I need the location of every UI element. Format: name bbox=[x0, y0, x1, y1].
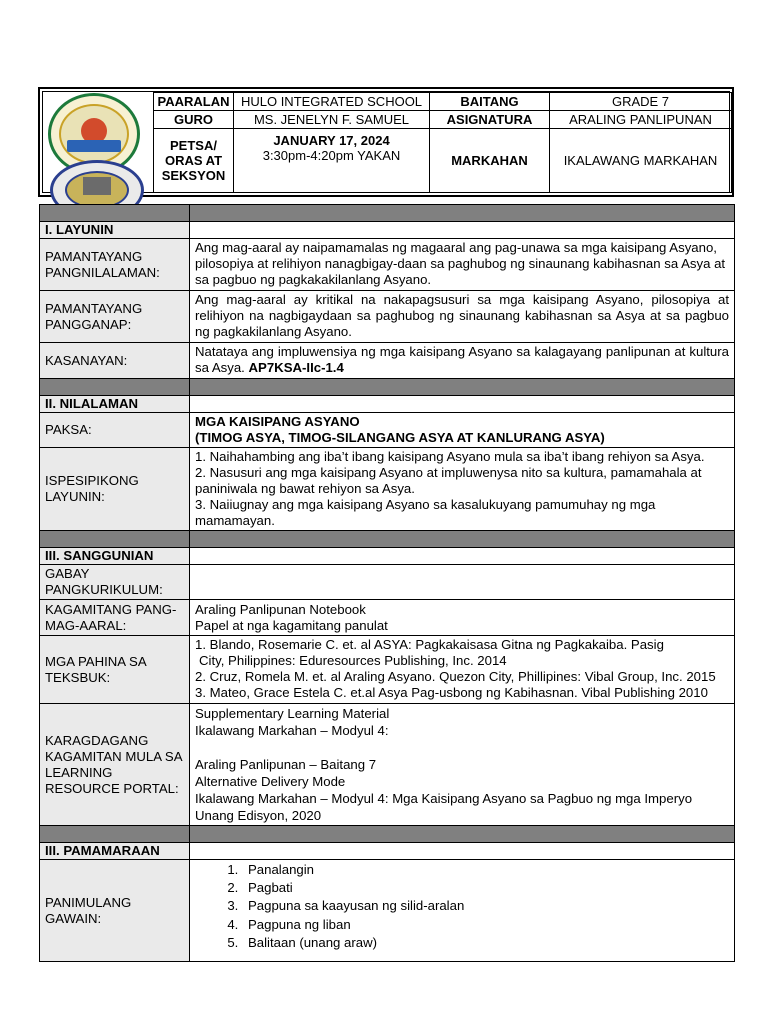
section-title-sanggunian: III. SANGGUNIAN bbox=[40, 548, 190, 565]
section-row-layunin bbox=[40, 222, 735, 239]
section-title-nilalaman: II. NILALAMAN bbox=[40, 396, 190, 413]
pahina-cell bbox=[190, 636, 735, 704]
list-item: 4. Pagpuna ng liban bbox=[242, 916, 729, 934]
label-pahina: MGA PAHINA SA TEKSBUK: bbox=[40, 636, 190, 704]
kagamitan-item: Araling Panlipunan Notebook bbox=[195, 601, 366, 617]
list-item: 3. Pagpuna sa kaayusan ng silid-aralan bbox=[242, 897, 729, 915]
baitang-value: GRADE 7 bbox=[550, 93, 732, 111]
label-karagdagan: KARAGDAGANG KAGAMITAN MULA SA LEARNING RESOURCE PORTAL: bbox=[40, 704, 190, 826]
paksa-cell bbox=[190, 413, 735, 448]
row-kagamitang-pang-mag-aaral bbox=[40, 600, 735, 636]
baitang-label: BAITANG bbox=[430, 93, 550, 111]
section-row-nilalaman bbox=[40, 396, 735, 413]
section-row-pamamaraan bbox=[40, 843, 735, 860]
pahina-item: 3. Mateo, Grace Estela C. et.al Asya Pag-usbong ng Kabihasnan. Vibal Publishing 2010 bbox=[195, 685, 708, 700]
panimula-list bbox=[195, 861, 729, 952]
ispesipiko-item: 1. Naihahambing ang iba’t ibang kaisipang Asyano mula sa iba’t ibang rehiyon sa Asya. bbox=[195, 449, 705, 464]
karagdagan-item: Ikalawang Markahan – Modyul 4: Mga Kaisipang Asyano sa Pagbuo ng mga Imperyo bbox=[195, 791, 693, 806]
section-title-layunin: I. LAYUNIN bbox=[40, 222, 190, 239]
karagdagan-item: Araling Panlipunan – Baitang 7 bbox=[195, 757, 377, 772]
karagdagan-cell bbox=[190, 704, 735, 826]
label-paksa: PAKSA: bbox=[40, 413, 190, 448]
label-pangganap: PAMANTAYANG PANGGANAP: bbox=[40, 291, 190, 343]
label-panimula: PANIMULANG GAWAIN: bbox=[40, 860, 190, 962]
row-paksa bbox=[40, 413, 735, 448]
guro-label: GURO bbox=[154, 111, 234, 129]
row-mga-pahina-sa-teksbuk bbox=[40, 636, 735, 704]
petsa-date: JANUARY 17, 2024 bbox=[273, 133, 390, 148]
gabay-cell bbox=[190, 565, 735, 600]
pangganap-text: Ang mag-aaral ay kritikal na nakapagsusuri sa mga kaisipang Asyano, pilosopiya at relihiyon na nagbigaydaan sa paghubog ng sinaunang kabihasnan sa Asya at sa pagbuo ng pagkakilanlang Asyano. bbox=[190, 291, 735, 343]
ispesipiko-cell bbox=[190, 448, 735, 531]
row-panimulang-gawain bbox=[40, 860, 735, 962]
section-title-pamamaraan: III. PAMAMARAAN bbox=[40, 843, 190, 860]
section-row-sanggunian bbox=[40, 548, 735, 565]
markahan-value: IKALAWANG MARKAHAN bbox=[550, 129, 732, 193]
petsa-time: 3:30pm-4:20pm YAKAN bbox=[262, 148, 401, 163]
kagamitan-cell bbox=[190, 600, 735, 636]
markahan-label: MARKAHAN bbox=[430, 129, 550, 193]
paksa-subtitle: (TIMOG ASYA, TIMOG-SILANGANG ASYA AT KANLURANG ASYA) bbox=[195, 430, 605, 445]
kagamitan-item: Papel at nga kagamitang panulat bbox=[195, 617, 388, 633]
ispesipiko-item: 2. Nasusuri ang mga kaisipang Asyano at impluwenysa nito sa kultura, pamamahala at paniniwala ng bawat rehiyon sa Asya. bbox=[195, 465, 702, 496]
pahina-item: City, Philippines: Eduresources Publishing, Inc. 2014 bbox=[199, 653, 507, 668]
pahina-item: 1. Blando, Rosemarie C. et. al ASYA: Pagkakaisasa Gitna ng Pagkakaiba. Pasig bbox=[195, 637, 664, 652]
row-karagdagang-kagamitan bbox=[40, 704, 735, 826]
label-pangnilalaman: PAMANTAYANG PANGNILALAMAN: bbox=[40, 239, 190, 291]
petsa-label: PETSA/ ORAS AT SEKSYON bbox=[154, 129, 234, 193]
list-item: 2. Pagbati bbox=[242, 879, 729, 897]
paaralan-label: PAARALAN bbox=[154, 93, 234, 111]
ispesipiko-item: 3. Naiiugnay ang mga kaisipang Asyano sa kasalukuyang pamumuhay ng mga mamamayan. bbox=[195, 497, 656, 528]
shade-row bbox=[40, 531, 735, 548]
shade-row bbox=[40, 826, 735, 843]
list-item: 5. Balitaan (unang araw) bbox=[242, 934, 729, 952]
shade-row bbox=[40, 379, 735, 396]
asignatura-label: ASIGNATURA bbox=[430, 111, 550, 129]
kasanayan-code: AP7KSA-IIc-1.4 bbox=[248, 360, 344, 375]
kasanayan-cell bbox=[190, 343, 735, 379]
karagdagan-item: Alternative Delivery Mode bbox=[195, 774, 346, 789]
petsa-value bbox=[234, 129, 430, 193]
row-pamantayang-pangnilalaman bbox=[40, 239, 735, 291]
karagdagan-item: Supplementary Learning Material bbox=[195, 706, 390, 721]
label-gabay: GABAY PANGKURIKULUM: bbox=[40, 565, 190, 600]
paaralan-value: HULO INTEGRATED SCHOOL bbox=[234, 93, 430, 111]
asignatura-value: ARALING PANLIPUNAN bbox=[550, 111, 732, 129]
pahina-item: 2. Cruz, Romela M. et. al Araling Asyano. Quezon City, Phillipines: Vibal Group, Inc. 2015 bbox=[195, 669, 716, 684]
row-ispesipikong-layunin bbox=[40, 448, 735, 531]
label-kasanayan: KASANAYAN: bbox=[40, 343, 190, 379]
shade-row bbox=[40, 205, 735, 222]
panimula-cell bbox=[190, 860, 735, 962]
lesson-plan-table bbox=[39, 204, 735, 962]
paksa-title: MGA KAISIPANG ASYANO bbox=[195, 414, 360, 429]
karagdagan-item: Unang Edisyon, 2020 bbox=[195, 808, 322, 823]
guro-value: MS. JENELYN F. SAMUEL bbox=[234, 111, 430, 129]
row-kasanayan bbox=[40, 343, 735, 379]
kasanayan-text: Natataya ang impluwensiya ng mga kaisipang Asyano sa kalagayang panlipunan at kultura sa Asya. bbox=[195, 344, 729, 375]
header-info-table bbox=[153, 92, 732, 193]
row-gabay-pangkurikulum bbox=[40, 565, 735, 600]
label-ispesipiko: ISPESIPIKONG LAYUNIN: bbox=[40, 448, 190, 531]
pangnilalaman-text: Ang mag-aaral ay naipamamalas ng magaaral ang pag-unawa sa mga kaisipang Asyano, pilosopiya at relihiyon nanagbigay-daan sa paghubog ng sinaunang kabihasnan sa Asya at sa pagbuo ng pagkakakilanlang Asyano. bbox=[190, 239, 735, 291]
label-kagamitan: KAGAMITANG PANG- MAG-AARAL: bbox=[40, 600, 190, 636]
karagdagan-item: Ikalawang Markahan – Modyul 4: bbox=[195, 723, 389, 738]
list-item: 1. Panalangin bbox=[242, 861, 729, 879]
row-pamantayang-pangganap bbox=[40, 291, 735, 343]
